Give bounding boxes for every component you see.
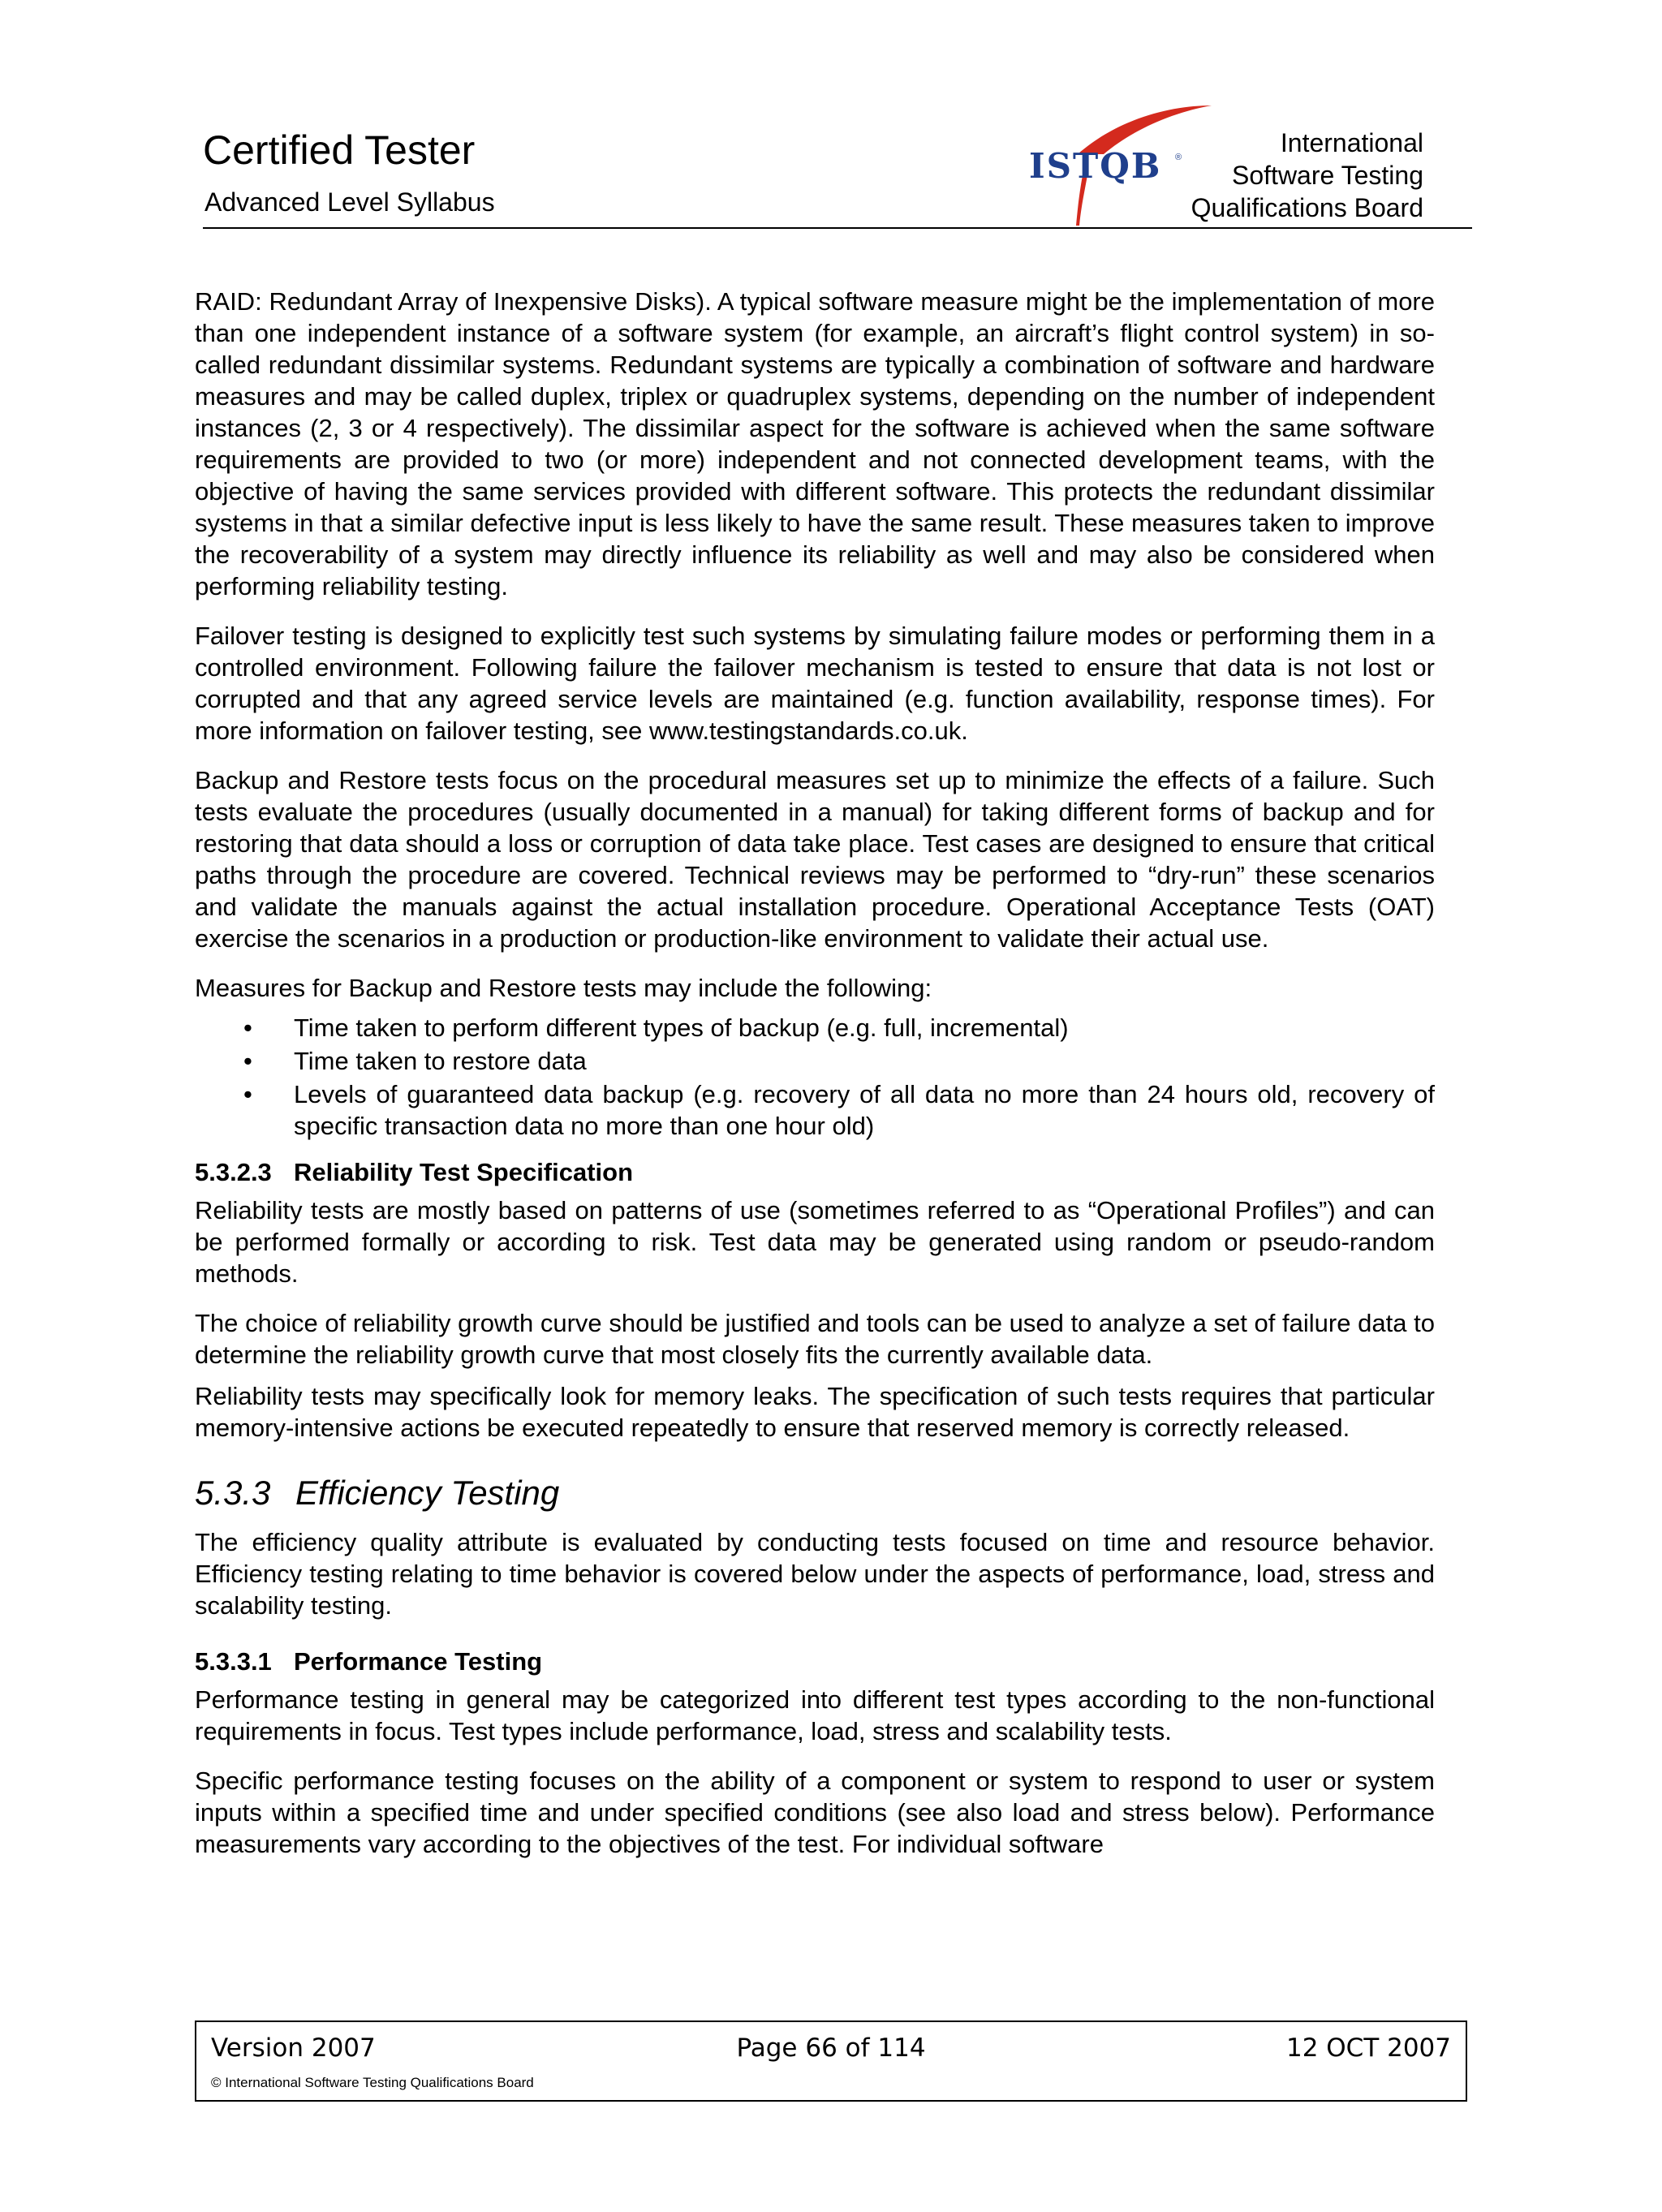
paragraph-performance-specific: Specific performance testing focuses on the ability of a component or system to respond to user or system inputs within a specified time and under specified conditions (see also load and stress below). Performance measurements vary according to the objectives of the test. For individual software <box>195 1767 1435 1858</box>
paragraph-growth-curve: The choice of reliability growth curve should be justified and tools can be used to analyze a set of failure data to determine the reliability growth curve that most closely fits the currently available data. <box>195 1309 1435 1369</box>
document-title: Certified Tester <box>203 127 476 173</box>
paragraph-raid: RAID: Redundant Array of Inexpensive Disks). A typical software measure might be the implementation of more than one independent instance of a software system (for example, an aircraft’s flight control system) in so-called redundant dissimilar systems. Redundant systems are typically a combination of software and hardware measures and may be called duplex, triplex or quadruplex systems, depending on the number of independent instances (2, 3 or 4 respectively). The dissimilar aspect for the software is achieved when the same software requirements are provided to two (or more) independent and not connected development teams, with the objective of having the same services provided with different software. This protects the redundant dissimilar systems in that a similar defective input is less likely to have the same result. These measures taken to improve the recoverability of a system may directly influence its reliability as well and may also be considered when performing reliability testing. <box>195 287 1435 600</box>
paragraph-performance-general: Performance testing in general may be categorized into different test types according to the non-functional requirements in focus. Test types include performance, load, stress and scalability tests. <box>195 1685 1435 1745</box>
bullet-icon: • <box>243 1080 252 1108</box>
heading-reliability-test-specification <box>195 1156 1435 1188</box>
heading-text: Efficiency Testing <box>295 1474 560 1512</box>
footer-date: 12 OCT 2007 <box>1285 2033 1451 2063</box>
list-item-text: Levels of guaranteed data backup (e.g. recovery of all data no more than 24 hours old, recovery of specific transaction data no more than one hour old) <box>294 1080 1435 1140</box>
footer-page-number: Page 66 of 114 <box>736 2033 926 2063</box>
heading-number: 5.3.3.1 <box>195 1647 272 1676</box>
paragraph-efficiency: The efficiency quality attribute is evaluated by conducting tests focused on time and resource behavior. Efficiency testing relating to time behavior is covered below under the aspects of performance, load, stress and scalability testing. <box>195 1528 1435 1620</box>
list-item <box>195 1045 1435 1077</box>
logo-registered-mark: ® <box>1175 153 1182 162</box>
measures-list <box>195 1012 1435 1142</box>
page-footer <box>195 2020 1467 2102</box>
organization-name <box>1099 127 1423 224</box>
header-divider <box>203 227 1472 229</box>
logo-text: ISTQB <box>1029 146 1162 186</box>
org-line: Software Testing <box>1232 161 1423 190</box>
list-item-text: Time taken to perform different types of backup (e.g. full, incremental) <box>294 1013 1069 1042</box>
list-item <box>195 1012 1435 1044</box>
footer-copyright: © International Software Testing Qualifications Board <box>211 2075 534 2090</box>
org-line: International <box>1280 128 1423 157</box>
document-subtitle: Advanced Level Syllabus <box>205 187 495 217</box>
heading-number: 5.3.2.3 <box>195 1158 272 1186</box>
list-item-text: Time taken to restore data <box>294 1047 587 1075</box>
footer-version: Version 2007 <box>211 2033 376 2063</box>
page-body <box>195 286 1435 1878</box>
paragraph-reliability-tests: Reliability tests are mostly based on patterns of use (sometimes referred to as “Operational Profiles”) and can be performed formally or according to risk. Test data may be generated using random or pseudo-random methods. <box>195 1196 1435 1288</box>
bullet-icon: • <box>243 1047 252 1075</box>
paragraph-measures-intro: Measures for Backup and Restore tests may include the following: <box>195 974 932 1002</box>
paragraph-backup-restore: Backup and Restore tests focus on the procedural measures set up to minimize the effects of a failure. Such tests evaluate the procedures (usually documented in a manual) for taking different forms of backup and for restoring that data should a loss or corruption of data take place. Test cases are designed to ensure that critical paths through the procedure are covered. Technical reviews may be performed to “dry-run” these scenarios and validate the manuals against the actual installation procedure. Operational Acceptance Tests (OAT) exercise the scenarios in a production or production-like environment to validate their actual use. <box>195 766 1435 953</box>
heading-number: 5.3.3 <box>195 1474 271 1512</box>
org-line: Qualifications Board <box>1191 193 1423 222</box>
list-item <box>195 1078 1435 1142</box>
footer-row <box>211 2032 1451 2064</box>
heading-text: Reliability Test Specification <box>294 1158 634 1186</box>
bullet-icon: • <box>243 1013 252 1042</box>
paragraph-memory-leaks: Reliability tests may specifically look for memory leaks. The specification of such tests requires that particular memory-intensive actions be executed repeatedly to ensure that reserved memory is correctly released. <box>195 1382 1435 1442</box>
heading-text: Performance Testing <box>294 1647 543 1676</box>
heading-performance-testing <box>195 1646 1435 1677</box>
paragraph-failover: Failover testing is designed to explicitly test such systems by simulating failure modes or performing them in a controlled environment. Following failure the failover mechanism is tested to ensure that data is not lost or corrupted and that any agreed service levels are maintained (e.g. function availability, response times). For more information on failover testing, see www.testingstandards.co.uk. <box>195 622 1435 745</box>
heading-efficiency-testing <box>195 1473 1435 1513</box>
